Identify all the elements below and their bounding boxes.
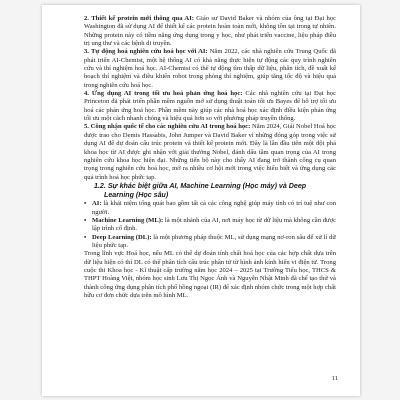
closing-paragraph: Trong lĩnh vực Hoá học, nếu ML có thể dự đoán tính chất hoá học của các hợp chất dựa trên dữ liệu hiện có thì DL có thể phân tích cấu trúc phân tử từ hình ảnh kính hiển vi điện tử. Trong cuộc thi Khoa học - Kĩ thuật cấp trường năm học 2024 – 2025 tại Trường Tiểu học, THCS & THPT Hoàng Việt, nhóm học sinh Lưu Thị Ngọc Ánh và Nguyễn Nhật Minh đã chế tạo thử và thành công ứng dụng phân tích phổ hồng ngoại (IR) để xác định nhóm chức trong một hợp chất hữu cơ đơn chức dựa trên mô hình ML. (84, 250, 336, 300)
page-number: 11 (331, 375, 338, 382)
section-title-line-1: Sự khác biệt giữa AI, Machine Learning (Học máy) và Deep (107, 181, 307, 190)
page-content (84, 15, 336, 300)
section-number: 1.2. (94, 181, 106, 190)
item-body: Các nhà nghiên cứu tại Đại học Princeton đã phát triển phần mềm nguồn mở sử dụng thuật toán tối ưu Bayes để hỗ trợ tối ưu hoá các phản ứng hoá học. Phần mềm này giúp các nhà hoá học xác định điều kiện phản ứng tối ưu một cách nhanh chóng và hiệu quả hơn so với phương pháp truyền thống. (84, 90, 337, 123)
numbered-item-2 (84, 15, 336, 48)
bullet-term: Machine Learning (ML): (92, 216, 164, 224)
item-number: 2. (84, 15, 89, 22)
bullet-term: AI: (92, 200, 102, 208)
bullet-deep-learning (84, 234, 336, 251)
numbered-item-5 (84, 123, 336, 181)
bullet-dot-icon: • (84, 233, 87, 241)
bullet-body: là một nhánh của AI, nơi máy học từ dữ liệu mà không cần được lập trình cố định. (92, 216, 336, 233)
bullet-dot-icon: • (84, 200, 87, 208)
numbered-item-3 (84, 48, 336, 90)
bullet-dot-icon: • (84, 216, 87, 224)
numbered-item-4 (84, 90, 336, 123)
item-body: Năm 2024, Giải Nobel Hoá học được trao cho Demis Hassabis, John Jumper và David Baker vì những đóng góp trong việc sử dụng AI để dự đoán cấu trúc protein và thiết kế protein mới. Đây là lần đầu tiên một đột phá khoa học từ AI được ghi nhận với giải thưởng Nobel, đánh dấu tầm quan trọng của AI trong nghiên cứu khoa học hiện đại. Những tiến bộ này cho thấy AI đang trở thành công cụ quan trọng trong nghiên cứu hoá học, mở ra nhiều cơ hội mới trong việc hiểu biết và ứng dụng các quá trình hoá học phức tạp. (84, 123, 337, 181)
item-title: Thiết kế protein mới thông qua AI: (91, 15, 194, 22)
item-number: 4. (84, 90, 89, 98)
item-title: Tự động hoá nghiên cứu hoá học với AI: (91, 48, 208, 56)
item-number: 3. (84, 48, 89, 56)
item-body: Năm 2022, các nhà nghiên cứu Trung Quốc đã phát triển AI-Chemist, một hệ thống AI có khả năng thực hiện tự động các quy trình nghiên cứu và thí nghiệm hoá học. AI-Chemist có thể tự động tìm thấp dữ liệu, phân tích, đề xuất kế hoạch thí nghiệm và điều khiển robot trong phòng thí nghiệm, giúp tăng tốc độ và hiệu quả trong nghiên cứu hoá học. (84, 48, 336, 89)
item-title: Công nhận quốc tế cho các nghiên cứu AI trong hoá học: (90, 123, 251, 131)
bullet-body: là khái niệm tổng quát bao gồm tất cả các công nghệ giúp máy tính có trí tuệ như con người. (92, 200, 336, 216)
item-body: Giáo sư David Baker và nhóm của ông tại Đại học Washington đã sử dụng AI để thiết kế các protein hoàn toàn mới, không tồn tại trong tự nhiên. Những protein này có tiềm năng ứng dụng trong y học, như phát triển vaccine, liệu pháp điều trị ung thư và các bệnh di truyền. (84, 15, 337, 48)
section-title-line-2: Learning (Học sâu) (104, 191, 169, 200)
item-title: Ứng dụng AI trong tối ưu hoá phản ứng hoá học: (91, 90, 243, 98)
bullet-term: Deep Learning (DL): (92, 233, 152, 241)
item-number: 5. (84, 123, 89, 131)
document-page (42, 5, 360, 396)
bullet-machine-learning (84, 217, 336, 234)
bullet-ai (84, 200, 336, 217)
bullet-body: là một phương pháp thuộc ML, sử dụng mạng nơ-ron sâu để xử lí dữ liệu phức tạp. (92, 233, 336, 249)
section-heading (84, 182, 336, 200)
